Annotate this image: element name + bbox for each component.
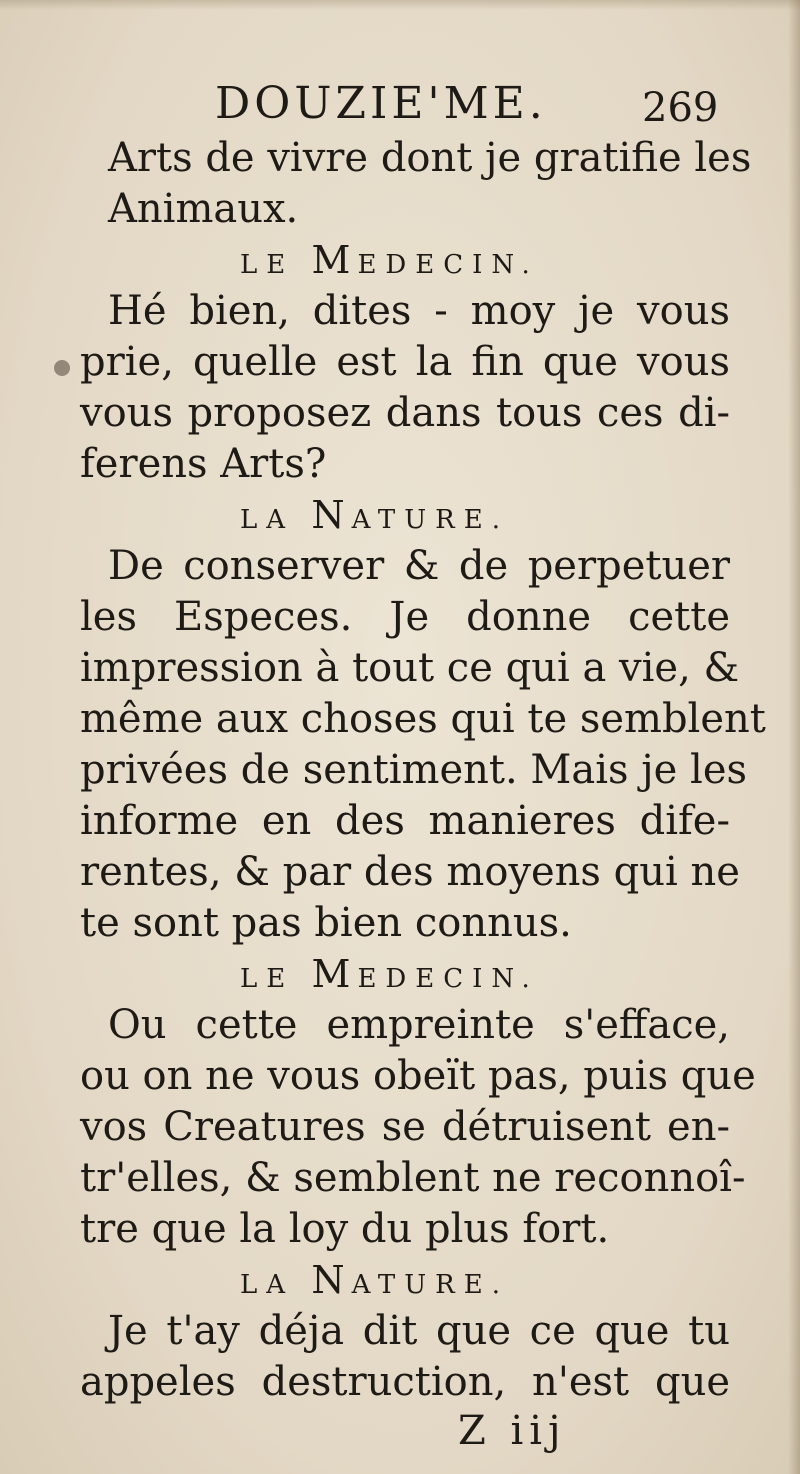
speaker-rest: EDECIN.	[357, 250, 539, 280]
speaker-initial: N	[311, 493, 352, 537]
speaker-heading	[80, 235, 730, 286]
text-line: impression à tout ce qui a vie, &	[80, 645, 740, 691]
text-line: tre que la loy du plus fort.	[80, 1206, 610, 1252]
text-line: ferens Arts?	[80, 441, 327, 487]
text-line: Hé bien, dites - moy je vous	[108, 288, 730, 334]
page-edge-shadow-top	[0, 0, 800, 10]
speaker-prefix: LE	[240, 964, 312, 994]
text-line: privées de sentiment. Mais je les	[80, 747, 748, 793]
text-line: Ou cette empreinte s'efface,	[108, 1002, 730, 1048]
text-line: prie, quelle est la fin que vous	[80, 339, 730, 385]
text-line: même aux choses qui te semblent	[80, 696, 766, 742]
running-head: DOUZIE'ME.	[215, 78, 547, 129]
speaker-rest: EDECIN.	[357, 964, 539, 994]
text-line: vous proposez dans tous ces di-	[80, 390, 730, 436]
ink-spot	[54, 360, 70, 376]
text-line: Animaux.	[108, 186, 299, 232]
text-line: De conserver & de perpetuer	[108, 543, 730, 589]
text-line: les Especes. Je donne cette	[80, 594, 730, 640]
text-line: vos Creatures se détruisent en-	[80, 1104, 730, 1150]
body-text	[80, 133, 766, 1408]
text-line: ou on ne vous obeït pas, puis que	[80, 1053, 756, 1099]
page-edge-shadow-right	[788, 0, 800, 1474]
text-line: te sont pas bien connus.	[80, 900, 572, 946]
speaker-initial: N	[311, 1258, 352, 1302]
speaker-initial: M	[311, 238, 358, 282]
text-line: tr'elles, & semblent ne reconnoî-	[80, 1155, 746, 1201]
speaker-prefix: LA	[240, 505, 312, 535]
speaker-prefix: LE	[240, 250, 312, 280]
speaker-heading	[80, 490, 730, 541]
page-number: 269	[642, 85, 719, 131]
signature-mark: Z iij	[458, 1408, 567, 1454]
speaker-heading	[80, 949, 730, 1000]
text-line: rentes, & par des moyens qui ne	[80, 849, 740, 895]
text-line: appeles destruction, n'est que	[80, 1359, 730, 1405]
speaker-rest: ATURE.	[351, 1270, 509, 1300]
text-line: informe en des manieres dife-	[80, 798, 730, 844]
speaker-prefix: LA	[240, 1270, 312, 1300]
text-line: Je t'ay déja dit que ce que tu	[108, 1308, 730, 1354]
speaker-initial: M	[311, 952, 358, 996]
speaker-rest: ATURE.	[351, 505, 509, 535]
text-line: Arts de vivre dont je gratifie les	[108, 135, 752, 181]
speaker-heading	[80, 1255, 730, 1306]
